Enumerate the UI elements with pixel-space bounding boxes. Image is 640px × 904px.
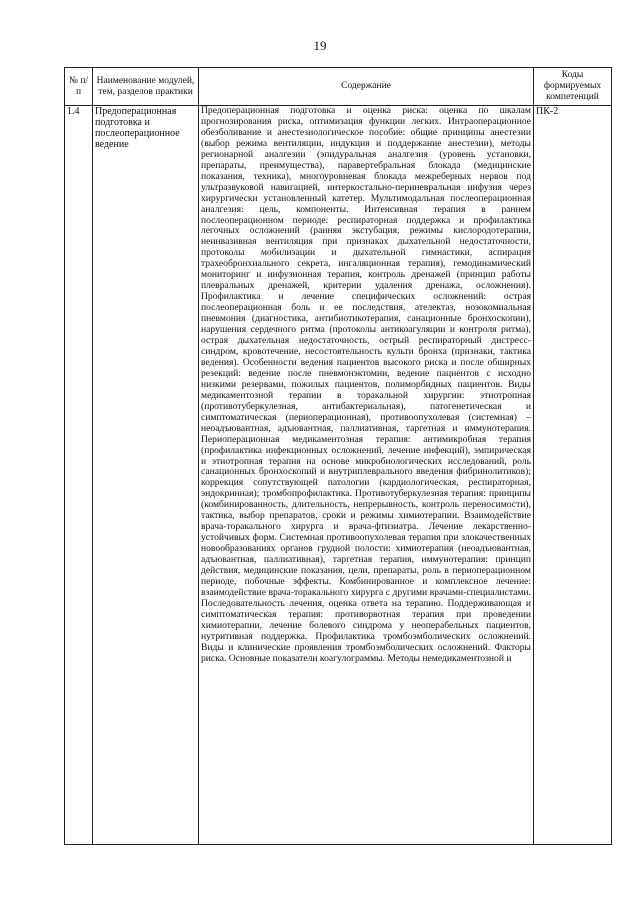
row-content: Предоперационная подготовка и оценка риска: оценка по шкалам прогнозирования риска, оптимизация функции легких. Интраоперационное обезболивание и анестезиологическое пособие: общие принципы анестезии (выбор режима вентиляции, индукция и поддержание анестезии), методы регионарной аналгезии (эпидуральная аналгезия (уровень установки, препараты, преимущества), паравертебральная блокада (медицинские показания, техника), многоуровневая блокада межреберных нервов под ультразвуковой навигацией, интеркостально-периневральная инфузия через хирургически установленный катетер. Мультимодальная послеоперационная аналгезия: цель, компоненты. Интенсивная терапия в раннем послеоперационном периоде: респираторная поддержка и профилактика легочных осложнений (ранняя экстубация, режимы кислородотерапии, неинвазивная вентиляция при признаках дыхательной недостаточности, протоколы мобилизации и дыхательной гимнастики, аспирация трахеобронхиального секрета, ингаляционная терапия), гемодинамический мониторинг и инфузионная терапия, контроль дренажей (принцип работы плевральных дренажей, критерии удаления дренажа, осложнения). Профилактика и лечение специфических осложнений: острая послеоперационная боль и ее последствия, ателектаз, нозокомиальная пневмония (диагностика, антибиотикотерапия, санационные бронхоскопии), нарушения сердечного ритма (протоколы антикоагуляции и контроля ритма), острая дыхательная недостаточность, острый респираторный дистресс-синдром, кровотечение, несостоятельность культи бронха (признаки, тактика ведения). Особенности ведения пациентов высокого риска и после обширных резекций: ведение после пневмонэктомии, ведение пациентов с исходно низкими резервами, пожилых пациентов, полиморбидных пациентов. Виды медикаментозной терапии в торакальной хирургии: этиотропная (противотуберкулезная, антибактериальная), патогенетическая и симптоматическая (периоперационная), противоопухолевая (системная) – неоадъювантная, адъювантная, паллиативная, таргетная и иммунотерапия. Периоперационная медикаментозная терапия: антимикробная терапия (профилактика инфекционных осложнений, лечение инфекций), эмпирическая и этиотропная терапия на основе микробиологических исследований, роль санационных бронхоскопий и внутриплеврального введения фибринолитиков); коррекция сопутствующей патологии (кардиологическая, респираторная, эндокринная); тромбопрофилактика. Противотуберкулезная терапия: принципы (комбинированность, длительность, непрерывность, контроль переносимости), тактика, выбор препаратов, сроки и режимы химиотерапии. Взаимодействие врача-торакального хирурга и врача-фтизиатра. Лечение лекарственно-устойчивых форм. Системная противоопухолевая терапия при злокачественных новообразованиях органов грудной полости: химиотерапия (неоадъювантная, адъювантная, паллиативная), таргетная терапия, иммунотерапия: принцип действия, медицинские показания, цели, препараты, роль в периоперационном периоде, побочные эффекты. Комбинированное и комплексное лечение: взаимодействие врача-торакального хирурга с другими врачами-специалистами. Последовательность лечения, оценка ответа на терапию. Поддерживающая и симптоматическая терапия: противорвотная терапия при проведении химиотерапии, лечение болевого синдрома у неоперабельных пациентов, нутритивная поддержка. Профилактика тромбоэмболических осложнений. Виды и клинические проявления тромбоэмболических осложнений. Факторы риска. Основные показатели коагулограммы. Методы немедикаментозной и	[199, 106, 534, 845]
table-row	[65, 106, 612, 845]
header-module: Наименование модулей, тем, разделов практики	[93, 68, 199, 106]
page-number: 19	[313, 38, 327, 53]
header-codes: Коды формируемых компетенций	[534, 68, 612, 106]
header-num: № п/п	[65, 68, 93, 106]
curriculum-table	[64, 67, 612, 845]
row-codes: ПК-2	[534, 106, 612, 845]
row-module: Предоперационная подготовка и послеоперационное ведение	[93, 106, 199, 845]
table-header-row	[65, 68, 612, 106]
header-content: Содержание	[199, 68, 534, 106]
row-num: 1.4	[65, 106, 93, 845]
